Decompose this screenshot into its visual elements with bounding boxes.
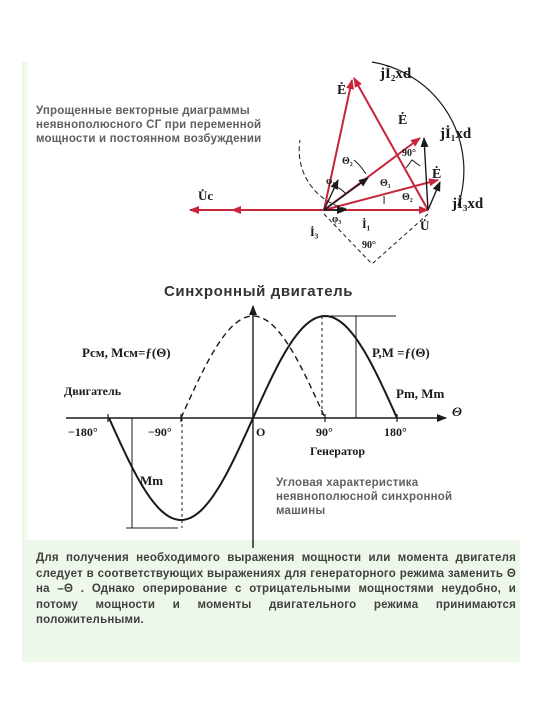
label-uc: U̇c: [198, 188, 214, 203]
label-ji1xd: jİ₁xd: [440, 126, 472, 142]
label-phi3: φ₃: [332, 214, 342, 225]
ji2xd-vector: [354, 78, 428, 210]
tick-label-m180: −180°: [68, 425, 98, 439]
label-e-low: Ė: [432, 167, 442, 182]
angle-characteristic: [64, 306, 462, 548]
phi1-arc: [334, 186, 346, 194]
label-ji2xd: jİ₂xd: [380, 66, 412, 82]
origin-label: О: [256, 425, 266, 439]
vector-diagram-caption: Упрощенные векторные диаграммы неявнополюсного СГ при переменной мощности и постоянном возбуждении: [36, 105, 262, 145]
label-i1: İ₁: [362, 217, 371, 231]
ji3xd-vector: [428, 182, 440, 210]
motor-mode-label: Двигатель: [64, 384, 122, 398]
label-phi1: φ₁: [326, 176, 336, 187]
mm-label: Мm: [140, 473, 164, 488]
label-theta2: Θ₂: [342, 156, 353, 167]
tick-label-90: 90°: [316, 425, 333, 439]
label-90-bottom: 90°: [362, 240, 376, 251]
right-angle-mark: [406, 160, 420, 168]
ji1xd-vector: [424, 138, 428, 210]
label-ji3xd: jİ₃xd: [452, 196, 484, 212]
motor-function-label: Рсм, Мсм=ƒ(Θ): [82, 345, 171, 360]
theta2-arc: [354, 160, 366, 174]
theta-axis-label: Θ: [452, 404, 462, 419]
label-90-top: 90°: [402, 148, 416, 159]
bottom-note: Для получения необходимого выражения мощности или момента двигателя следует в соответствующих выражениях для генераторного режима заменить Θ на –Θ . Однако оперирование с отрицательными мощностями неудобно, и потому мощности и моменты двигательного режима принимаются положительными.: [36, 552, 516, 626]
vector-diagram: [190, 62, 484, 264]
tick-label-180: 180°: [384, 425, 407, 439]
label-e-mid: Ė: [398, 113, 408, 128]
label-i3: İ₃: [310, 225, 319, 239]
label-theta1: Θ₁: [380, 178, 391, 189]
label-e-top: Ė: [337, 83, 347, 98]
e-vector-top: [324, 80, 352, 210]
generator-mode-label: Генератор: [310, 444, 366, 458]
tick-label-m90: −90°: [148, 425, 172, 439]
label-u: U̇: [420, 218, 430, 233]
characteristic-caption: Угловая характеристика неявнополюсной синхронной машины: [276, 477, 453, 517]
motor-title: Синхронный двигатель: [164, 283, 354, 300]
generator-function-label: Р,М =ƒ(Θ): [372, 345, 430, 360]
pm-label: Рm, Мm: [396, 386, 445, 401]
label-theta2b: Θ₂: [402, 192, 413, 203]
